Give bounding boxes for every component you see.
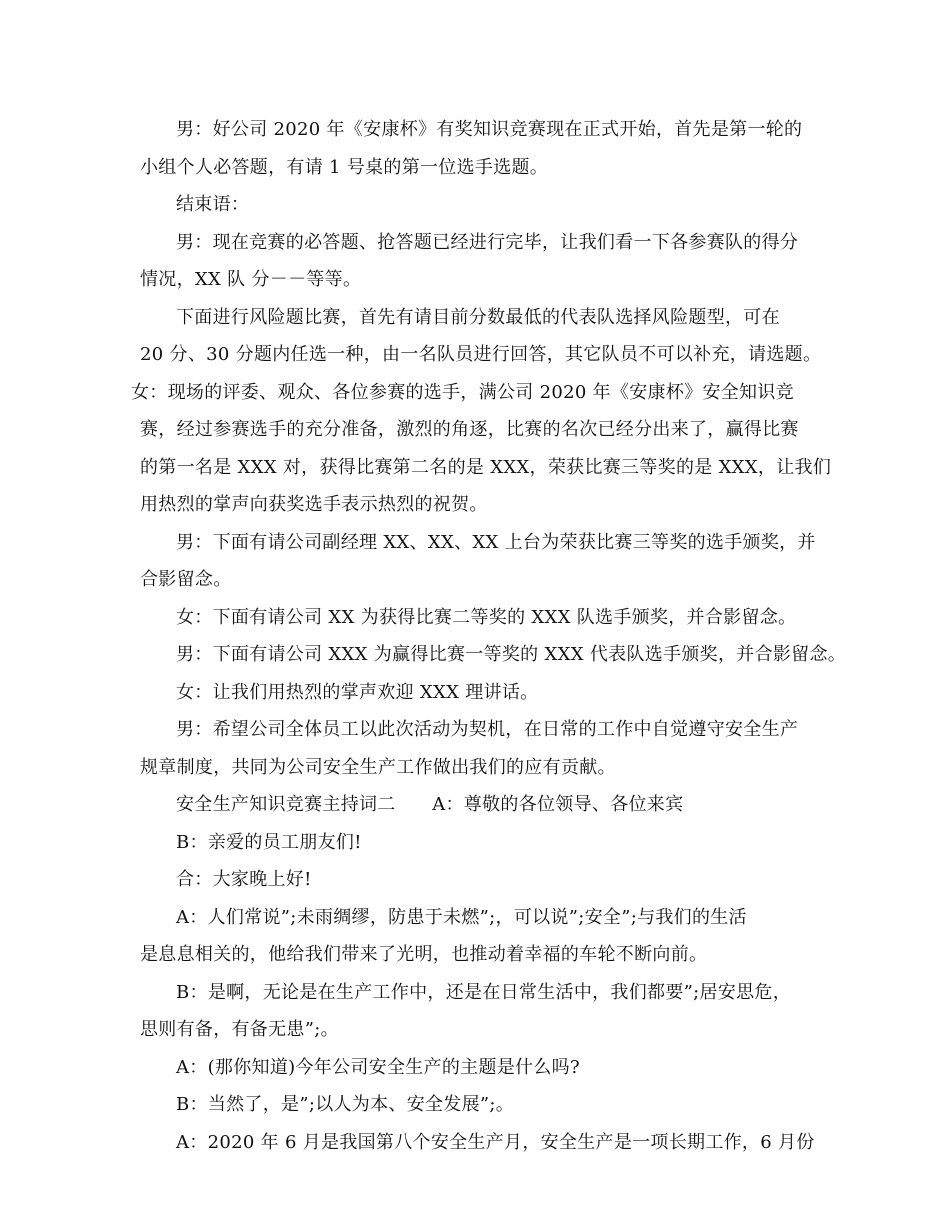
paragraph-line: 20 分、30 分题内任选一种，由一名队员进行回答，其它队员不可以补充，请选题。 bbox=[140, 344, 822, 365]
paragraph-line: 的第一名是 XXX 对，获得比赛第二名的是 XXX，荣获比赛三等奖的是 XXX，让我们 bbox=[140, 457, 832, 478]
paragraph-line: 合：大家晚上好! bbox=[176, 869, 312, 890]
paragraph-line: A：(那你知道)今年公司安全生产的主题是什么吗? bbox=[176, 1057, 580, 1078]
paragraph-line: 赛，经过参赛选手的充分准备，激烈的角逐，比赛的名次已经分出来了，赢得比赛 bbox=[140, 419, 799, 440]
paragraph-line: 女：让我们用热烈的掌声欢迎 XXX 理讲话。 bbox=[176, 682, 539, 703]
paragraph-line: 合影留念。 bbox=[140, 569, 232, 590]
paragraph-line: 女：现场的评委、观众、各位参赛的选手，满公司 2020 年《安康杯》安全知识竞 bbox=[131, 382, 794, 403]
paragraph-line: 男：现在竞赛的必答题、抢答题已经进行完毕，让我们看一下各参赛队的得分 bbox=[176, 232, 799, 253]
paragraph-line: 思则有备，有备无患”;。 bbox=[140, 1019, 339, 1040]
paragraph-line: B：当然了，是”;以人为本、安全发展”;。 bbox=[176, 1094, 515, 1115]
paragraph-line: 情况，XX 队 分－－等等。 bbox=[140, 269, 362, 290]
paragraph-line: 安全生产知识竞赛主持词二 A：尊敬的各位领导、各位来宾 bbox=[176, 794, 684, 815]
paragraph-line: 男：下面有请公司 XXX 为赢得比赛一等奖的 XXX 代表队选手颁奖，并合影留念。 bbox=[176, 644, 847, 665]
paragraph-line: A：2020 年 6 月是我国第八个安全生产月，安全生产是一项长期工作，6 月份 bbox=[176, 1132, 815, 1153]
paragraph-line: A：人们常说”;未雨绸缪，防患于未燃”;，可以说”;安全”;与我们的生活 bbox=[176, 907, 747, 928]
paragraph-line: 下面进行风险题比赛，首先有请目前分数最低的代表队选择风险题型，可在 bbox=[176, 307, 780, 328]
paragraph-line: B：是啊，无论是在生产工作中，还是在日常生活中，我们都要”;居安思危， bbox=[176, 982, 791, 1003]
paragraph-line: 女：下面有请公司 XX 为获得比赛二等奖的 XXX 队选手颁奖，并合影留念。 bbox=[176, 607, 797, 628]
paragraph-line: 男：下面有请公司副经理 XX、XX、XX 上台为荣获比赛三等奖的选手颁奖，并 bbox=[176, 532, 816, 553]
paragraph-line: 男：希望公司全体员工以此次活动为契机，在日常的工作中自觉遵守安全生产 bbox=[176, 719, 799, 740]
paragraph-line: 用热烈的掌声向获奖选手表示热烈的祝贺。 bbox=[140, 494, 488, 515]
paragraph-line: 是息息相关的，他给我们带来了光明，也推动着幸福的车轮不断向前。 bbox=[140, 944, 708, 965]
paragraph-line: B：亲爱的员工朋友们! bbox=[176, 832, 362, 853]
paragraph-line: 男：好公司 2020 年《安康杯》有奖知识竞赛现在正式开始，首先是第一轮的 bbox=[176, 119, 803, 140]
section-heading: 结束语： bbox=[176, 194, 250, 215]
paragraph-line: 规章制度，共同为公司安全生产工作做出我们的应有贡献。 bbox=[140, 757, 616, 778]
paragraph-line: 小组个人必答题，有请 1 号桌的第一位选手选题。 bbox=[140, 157, 549, 178]
